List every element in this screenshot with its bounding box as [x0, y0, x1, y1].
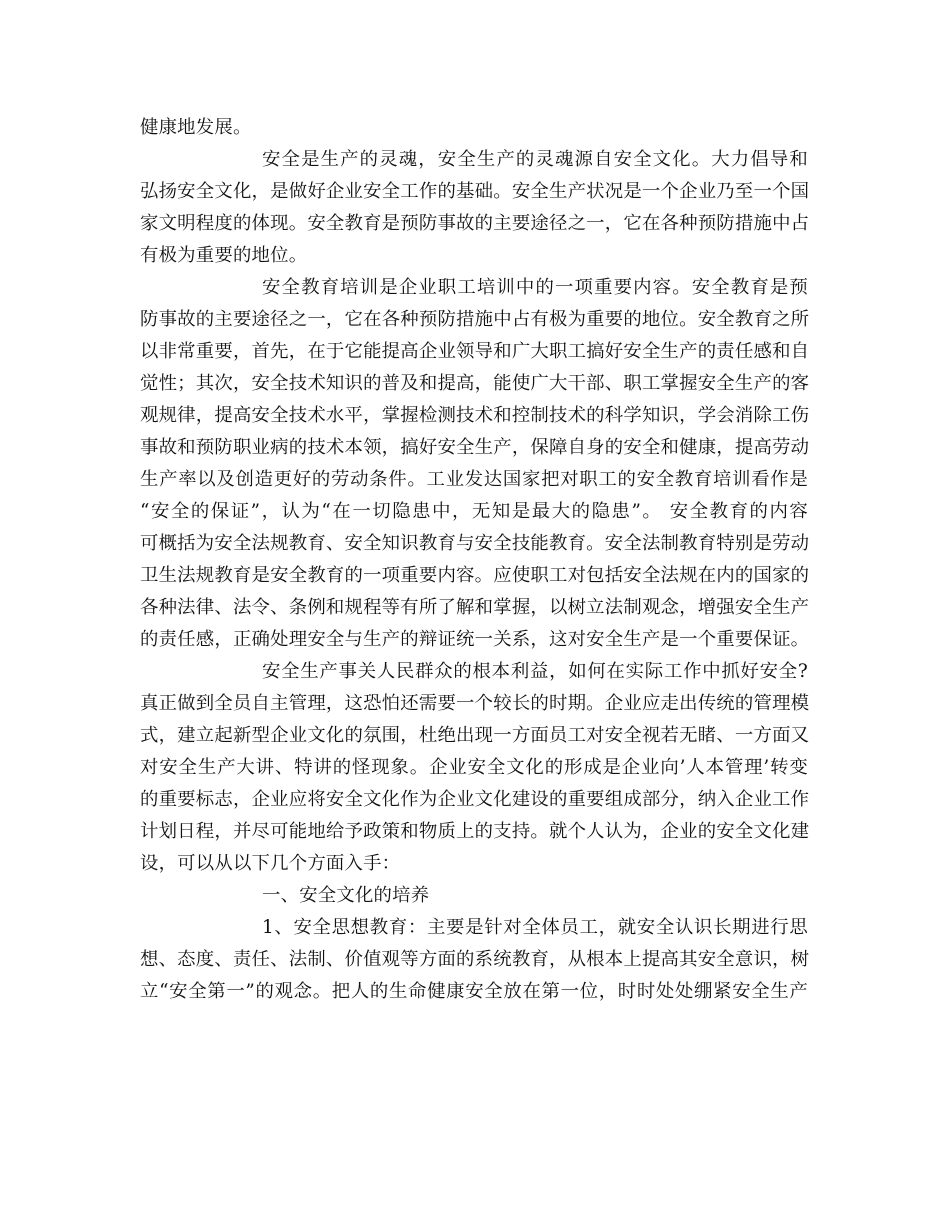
text-line: 觉性；其次，安全技术知识的普及和提高，能使广大干部、职工掌握安全生产的客: [140, 373, 810, 394]
text-line: 可概括为安全法规教育、安全知识教育与安全技能教育。安全法制教育特别是劳动: [140, 533, 810, 554]
text-line: 健康地发展。: [140, 117, 252, 138]
text-line: 的重要标志，企业应将安全文化作为企业文化建设的重要组成部分，纳入企业工作: [140, 789, 810, 810]
text-line: 式，建立起新型企业文化的氛围，杜绝出现一方面员工对安全视若无睹、一方面又: [140, 725, 810, 746]
text-line: 真正做到全员自主管理，这恐怕还需要一个较长的时期。企业应走出传统的管理模: [140, 693, 810, 714]
paragraph-start-line: 安全教育培训是企业职工培训中的一项重要内容。安全教育是预: [262, 277, 808, 298]
section-heading: 一、安全文化的培养: [262, 885, 430, 906]
text-line: 以非常重要，首先，在于它能提高企业领导和广大职工搞好安全生产的责任感和自: [140, 341, 810, 362]
text-line: 卫生法规教育是安全教育的一项重要内容。应使职工对包括安全法规在内的国家的: [140, 565, 810, 586]
text-line: “安全的保证”，认为“在一切隐患中，无知是最大的隐患”。 安全教育的内容: [140, 501, 808, 522]
text-line: 设，可以从以下几个方面入手：: [140, 853, 401, 874]
text-line: 想、态度、责任、法制、价值观等方面的系统教育，从根本上提高其安全意识，树: [140, 949, 810, 970]
text-line: 事故和预防职业病的技术本领，搞好安全生产，保障自身的安全和健康，提高劳动: [140, 437, 810, 458]
text-line: 防事故的主要途径之一，它在各种预防措施中占有极为重要的地位。安全教育之所: [140, 309, 810, 330]
text-line: 家文明程度的体现。安全教育是预防事故的主要途径之一，它在各种预防措施中占: [140, 213, 810, 234]
paragraph-start-line: 安全生产事关人民群众的根本利益，如何在实际工作中抓好安全?: [262, 661, 808, 682]
text-line: 弘扬安全文化，是做好企业安全工作的基础。安全生产状况是一个企业乃至一个国: [140, 181, 810, 202]
text-line: 观规律，提高安全技术水平，掌握检测技术和控制技术的科学知识，学会消除工伤: [140, 405, 810, 426]
text-line: 计划日程，并尽可能地给予政策和物质上的支持。就个人认为，企业的安全文化建: [140, 821, 810, 842]
text-line: 立“安全第一”的观念。把人的生命健康安全放在第一位，时时处处绷紧安全生产: [140, 981, 808, 1002]
text-line: 生产率以及创造更好的劳动条件。工业发达国家把对职工的安全教育培训看作是: [140, 469, 808, 490]
text-line: 对安全生产大讲、特讲的怪现象。企业安全文化的形成是企业向’人本管理’转变: [140, 757, 808, 778]
text-line: 有极为重要的地位。: [140, 245, 308, 266]
text-line: 的责任感，正确处理安全与生产的辩证统一关系，这对安全生产是一个重要保证。: [140, 629, 810, 650]
paragraph-start-line: 安全是生产的灵魂，安全生产的灵魂源自安全文化。大力倡导和: [262, 149, 808, 170]
text-line: 各种法律、法令、条例和规程等有所了解和掌握，以树立法制观念，增强安全生产: [140, 597, 810, 618]
paragraph-start-line: 1、安全思想教育：主要是针对全体员工，就安全认识长期进行思: [262, 917, 808, 938]
